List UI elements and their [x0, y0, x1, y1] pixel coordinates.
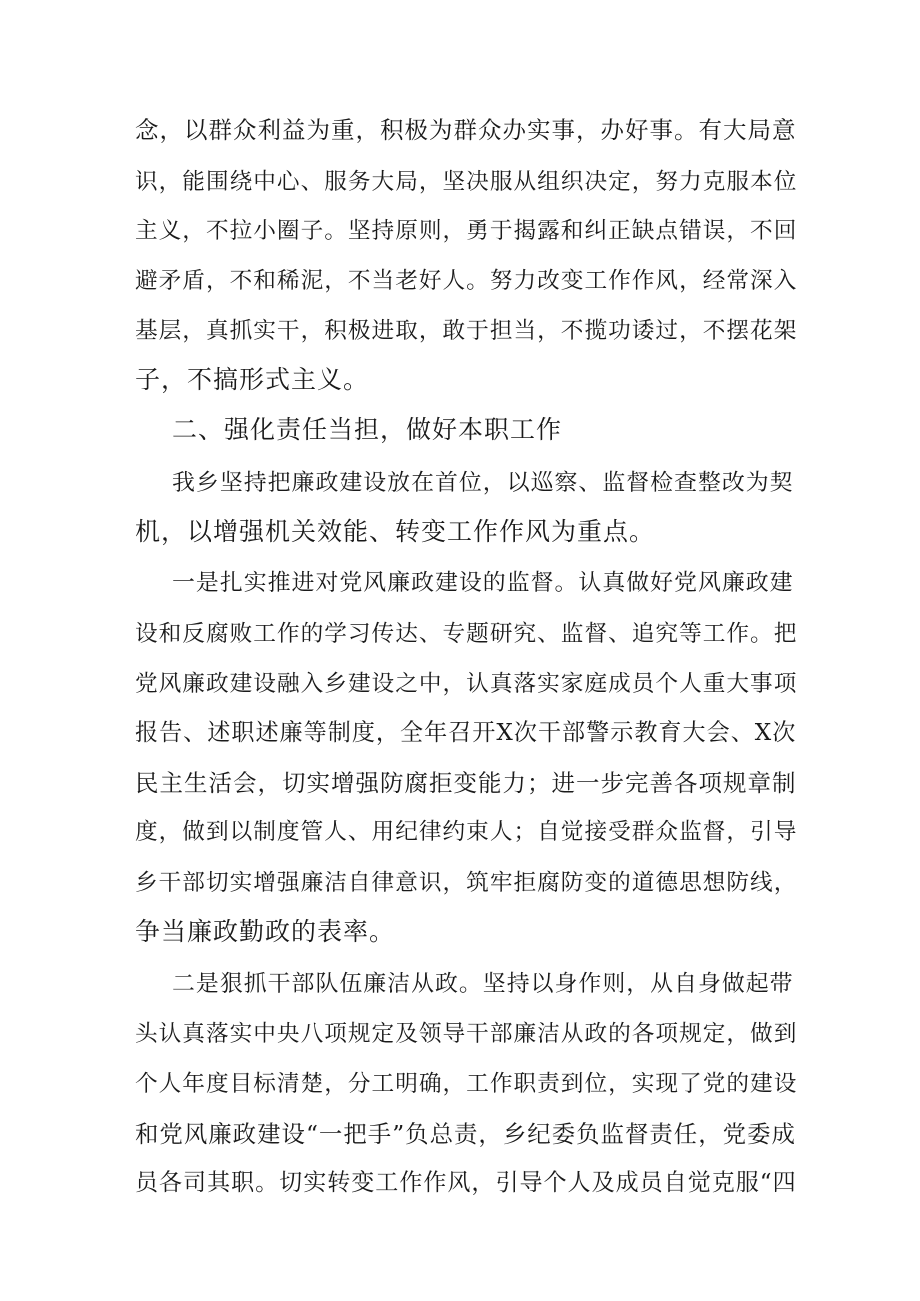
paragraph-1-line-1: 念，以群众利益为重，积极为群众办实事，办好事。有大局意 [135, 116, 797, 144]
paragraph-3-line-1: 我乡坚持把廉政建设放在首位，以巡察、监督检查整改为契 [172, 470, 794, 496]
paragraph-4-line-2: 设和反腐败工作的学习传达、专题研究、监督、追究等工作。把 [135, 621, 798, 647]
paragraph-5-line-4: 和党风廉政建设“一把手”负总责，乡纪委负监督责任，党委成 [135, 1120, 796, 1148]
paragraph-1-line-5: 基层，真抓实干，积极进取，敢于担当，不揽功诿过，不摆花架 [135, 318, 798, 344]
paragraph-1-line-4: 避矛盾，不和稀泥，不当老好人。努力改变工作作风，经常深入 [135, 268, 798, 294]
paragraph-5-line-5: 员各司其职。切实转变工作作风，引导个人及成员自觉克服“四 [135, 1170, 797, 1196]
paragraph-4-line-3: 党风廉政建设融入乡建设之中，认真落实家庭成员个人重大事项 [135, 671, 798, 697]
paragraph-5-line-2: 头认真落实中央八项规定及领导干部廉洁从政的各项规定，做到 [135, 1021, 798, 1047]
paragraph-3-line-2: 机，以增强机关效能、转变工作作风为重点。 [135, 517, 656, 546]
paragraph-5-line-3: 个人年度目标清楚，分工明确，工作职责到位，实现了党的建设 [135, 1071, 798, 1097]
paragraph-4-line-6: 度，做到以制度管人、用纪律约束人；自觉接受群众监督，引导 [135, 819, 798, 845]
paragraph-5-line-1: 二是狠抓干部队伍廉洁从政。坚持以身作则，从自身做起带 [172, 971, 794, 997]
paragraph-4-line-7: 乡干部切实增强廉洁自律意识，筑牢拒腐防变的道德思想防线， [135, 870, 798, 896]
paragraph-4-line-8: 争当廉政勤政的表率。 [135, 917, 396, 946]
paragraph-4-line-4: 报告、述职述廉等制度，全年召开X次干部警示教育大会、X次 [135, 720, 797, 746]
paragraph-1-line-6: 子，不搞形式主义。 [135, 365, 370, 394]
paragraph-4-line-5: 民主生活会，切实增强防腐拒变能力；进一步完善各项规章制 [135, 769, 797, 797]
section-heading: 二、强化责任当担，做好本职工作 [172, 415, 563, 444]
paragraph-4-line-1: 一是扎实推进对党风廉政建设的监督。认真做好党风廉政建 [172, 570, 794, 596]
paragraph-1-line-3: 主义，不拉小圈子。坚持原则，勇于揭露和纠正缺点错误，不回 [135, 218, 798, 244]
paragraph-1-line-2: 识，能围绕中心、服务大局，坚决服从组织决定，努力克服本位 [135, 169, 798, 195]
